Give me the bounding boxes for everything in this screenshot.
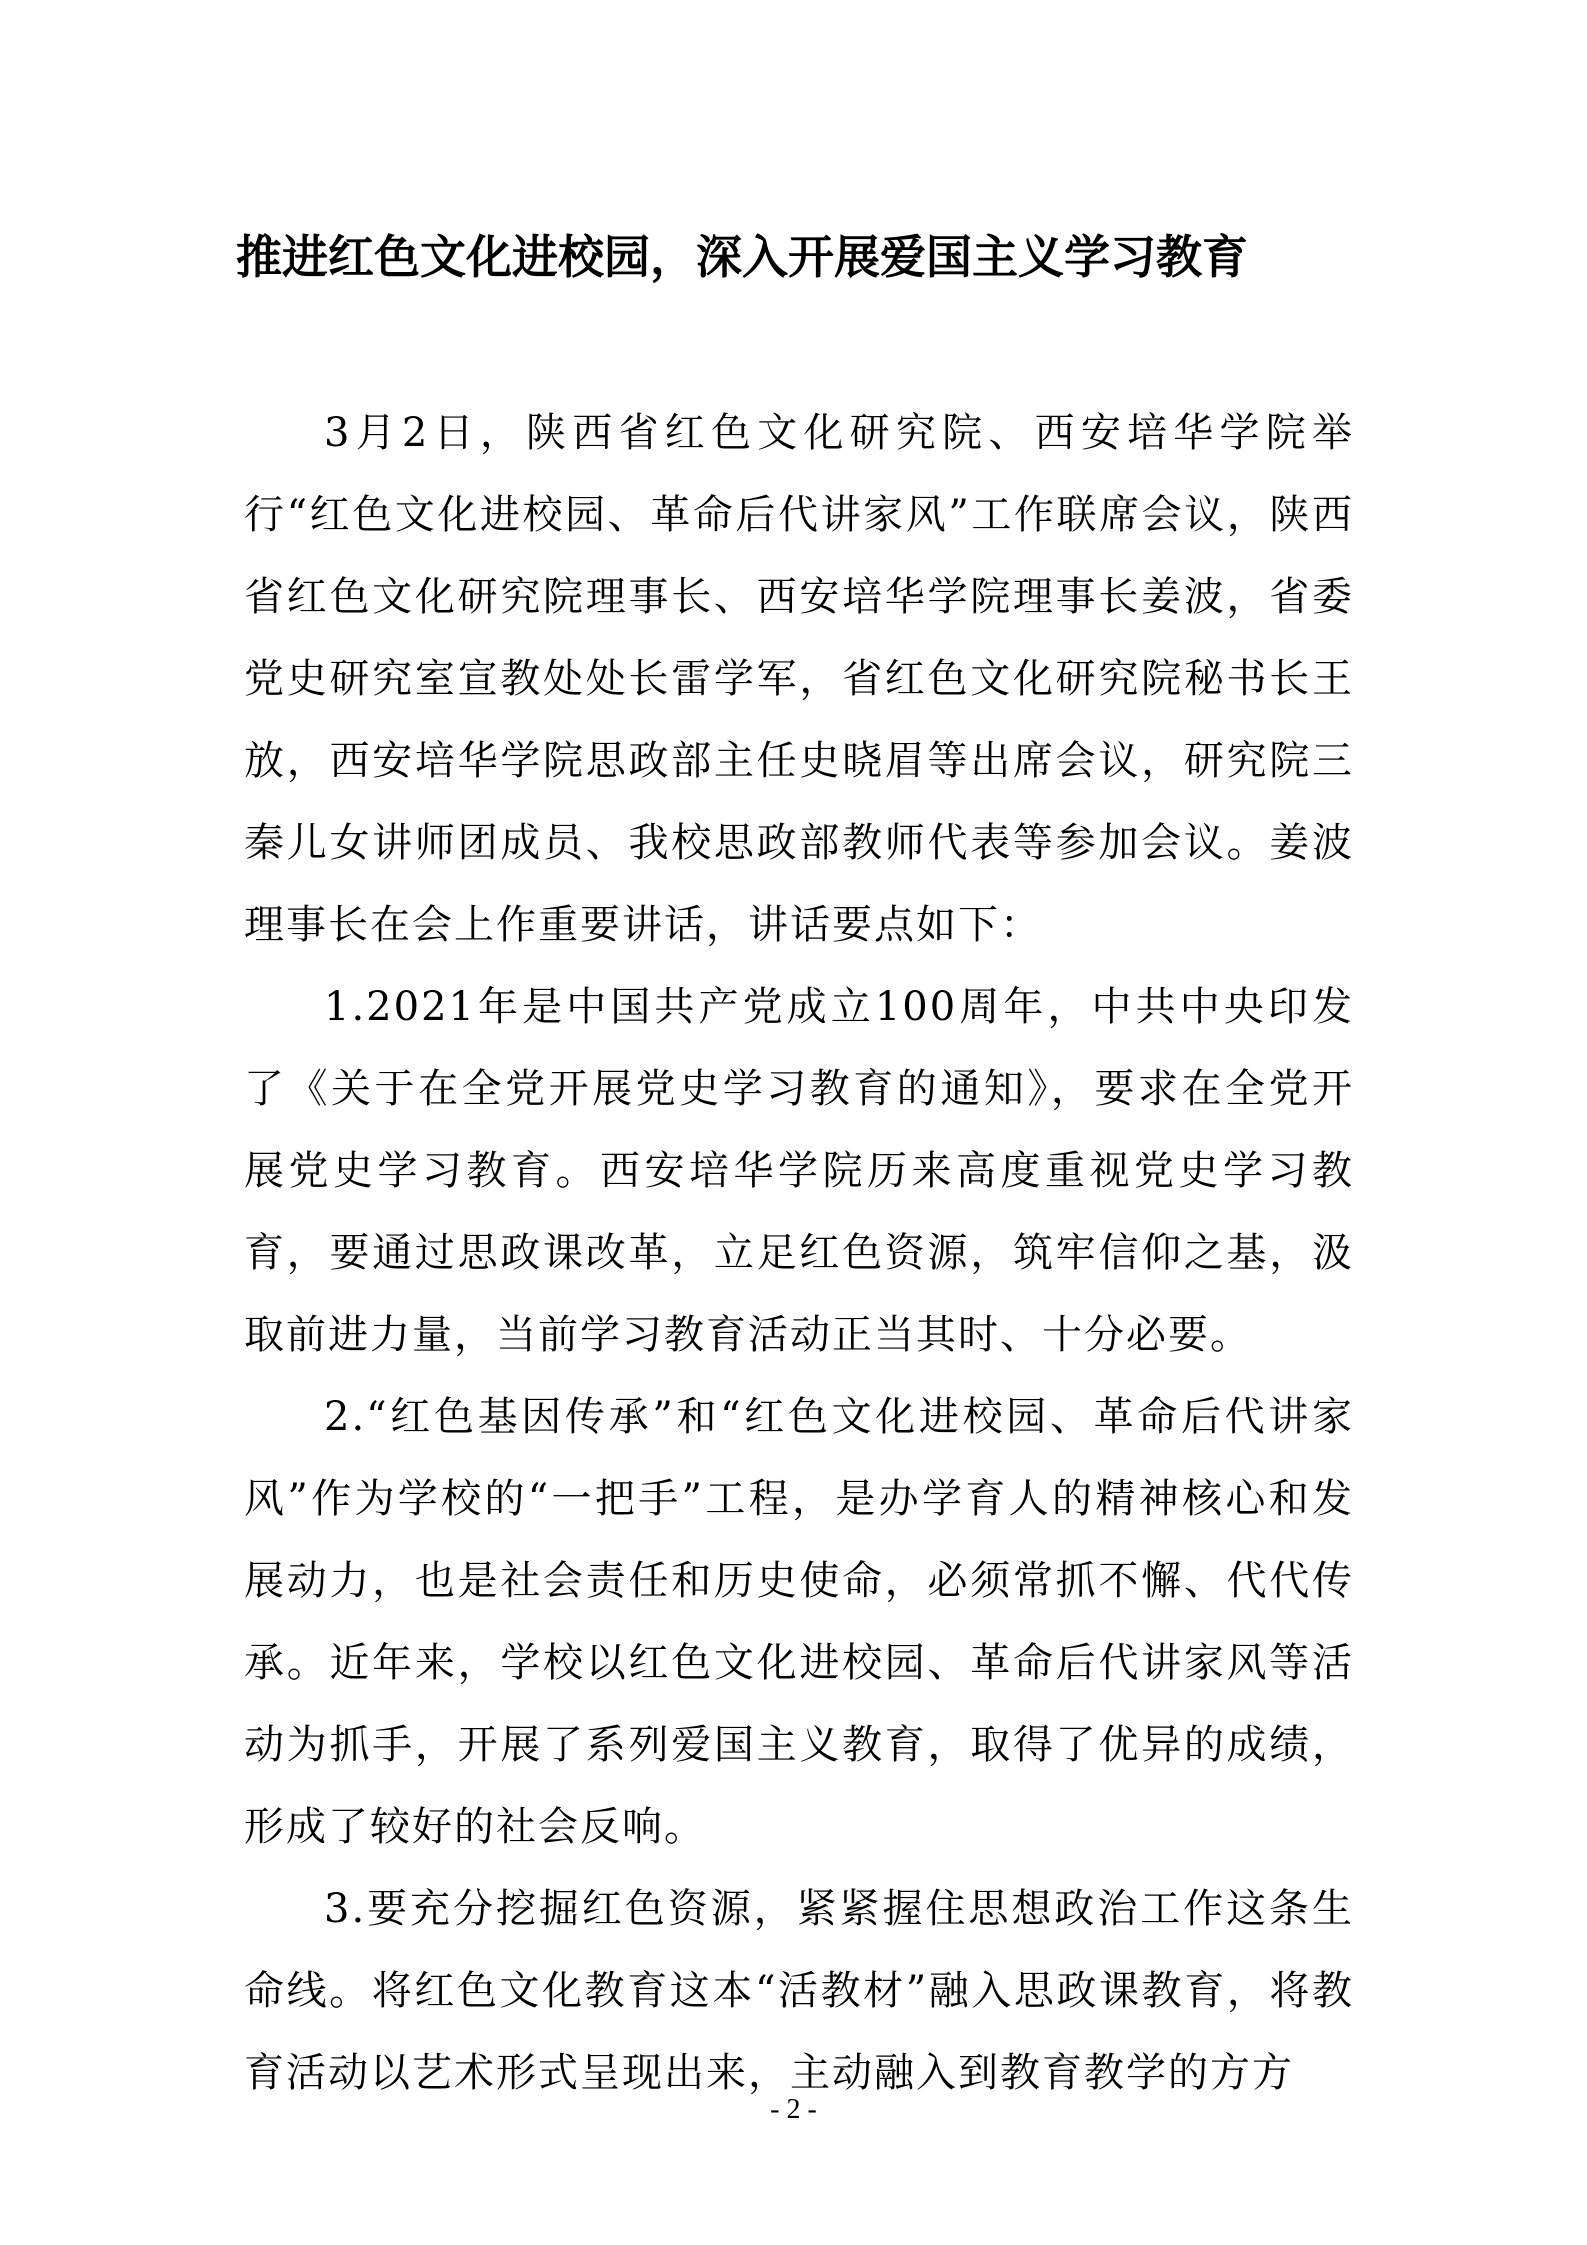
document-body: [244, 392, 1354, 2114]
paragraph-point-3: 3.要充分挖掘红色资源，紧紧握住思想政治工作这条生命线。将红色文化教育这本“活教材”融入思政课教育，将教育活动以艺术形式呈现出来，主动融入到教育教学的方方: [244, 1886, 1354, 2096]
paragraph-point-1: 1.2021年是中国共产党成立100周年，中共中央印发了《关于在全党开展党史学习教育的通知》，要求在全党开展党史学习教育。西安培华学院历来高度重视党史学习教育，要通过思政课改革，立足红色资源，筑牢信仰之基，汲取前进力量，当前学习教育活动正当其时、十分必要。: [244, 984, 1354, 1358]
document-title: 推进红色文化进校园，深入开展爱国主义学习教育: [236, 230, 1248, 284]
paragraph-point-2: 2.“红色基因传承”和“红色文化进校园、革命后代讲家风”作为学校的“一把手”工程，是办学育人的精神核心和发展动力，也是社会责任和历史使命，必须常抓不懈、代代传承。近年来，学校以红色文化进校园、革命后代讲家风等活动为抓手，开展了系列爱国主义教育，取得了优异的成绩，形成了较好的社会反响。: [244, 1394, 1354, 1850]
paragraph-intro: 3月2日，陕西省红色文化研究院、西安培华学院举行“红色文化进校园、革命后代讲家风”工作联席会议，陕西省红色文化研究院理事长、西安培华学院理事长姜波，省委党史研究室宣教处处长雷学军，省红色文化研究院秘书长王放，西安培华学院思政部主任史晓眉等出席会议，研究院三秦儿女讲师团成员、我校思政部教师代表等参加会议。姜波理事长在会上作重要讲话，讲话要点如下：: [244, 410, 1354, 948]
page-number: - 2 -: [770, 2094, 817, 2125]
